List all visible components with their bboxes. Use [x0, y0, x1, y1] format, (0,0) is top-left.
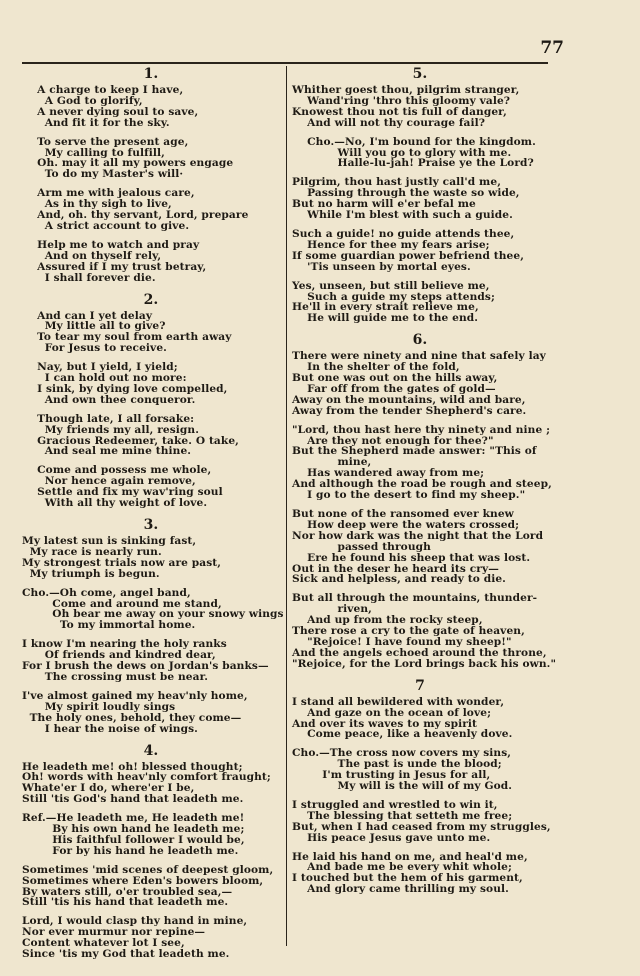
verse-line: "Lord, thou hast here thy ninety and nine ;	[292, 423, 551, 436]
verse-line: My triumph is begun.	[22, 567, 160, 580]
hymn-number: 1.	[143, 66, 159, 82]
stanza	[22, 311, 280, 355]
verse-line: My little all to give?	[22, 320, 166, 333]
verse-line: Since 'tis my God that leadeth me.	[22, 948, 230, 961]
verse-line: But none of the ransomed ever knew	[292, 508, 514, 520]
stanza	[22, 362, 280, 406]
verse-line: And up from the rocky steep,	[292, 614, 483, 627]
verse-line: I sink, by dying love compelled,	[22, 382, 228, 395]
right-column	[292, 64, 557, 903]
verse-line: The holy ones, behold, they come—	[22, 711, 242, 724]
verse-line: His peace Jesus gave unto me.	[292, 831, 491, 844]
verse-line: If some guardian power befriend thee,	[292, 249, 525, 262]
verse-line: My spirit loudly sings	[22, 700, 176, 713]
stanza	[22, 414, 280, 458]
verse-line: Halle-lu-jah! Praise ye the Lord?	[292, 157, 534, 170]
verse-line: My calling to fulfill,	[22, 146, 165, 159]
verse-line: Oh bear me away on your snowy wings	[22, 608, 284, 621]
stanza	[292, 852, 548, 896]
verse-line: Are they not enough for thee?"	[292, 434, 494, 447]
verse-line: Out in the deser he heard its cry—	[292, 562, 499, 575]
verse-line: My latest sun is sinking fast,	[22, 535, 197, 547]
stanza	[22, 465, 280, 509]
verse-line: "Rejoice, for the Lord brings back his own."	[292, 657, 557, 670]
verse-line: He laid his hand on me, and heal'd me,	[292, 850, 528, 863]
verse-line: "Rejoice! I have found my sheep!"	[292, 635, 512, 648]
verse-line: Assured if I my trust betray,	[22, 260, 207, 273]
verse-line: I'm trusting in Jesus for all,	[292, 769, 491, 782]
column-divider	[286, 66, 287, 946]
verse-line: There were ninety and nine that safely lay	[292, 350, 546, 363]
verse-line: 'Tis unseen by mortal eyes.	[292, 260, 471, 273]
verse-line: Still 'tis God's hand that leadeth me.	[22, 793, 244, 806]
verse-line: I can hold out no more:	[22, 372, 187, 385]
verse-line: A charge to keep I have,	[22, 84, 184, 96]
verse-line: My friends my all, resign.	[22, 423, 200, 436]
stanza	[22, 536, 280, 580]
verse-line: My will is the will of my God.	[292, 780, 513, 793]
verse-line: And seal me mine thine.	[22, 445, 192, 458]
verse-line: Sometimes 'mid scenes of deepest gloom,	[22, 863, 274, 876]
verse-line: My strongest trials now are past,	[22, 556, 222, 569]
stanza	[292, 697, 548, 741]
verse-line: Gracious Redeemer, take. O take,	[22, 434, 239, 447]
verse-line: riven,	[292, 603, 372, 616]
verse-line: But no harm will e'er befal me	[292, 198, 476, 211]
verse-line: By his own hand he leadeth me;	[22, 823, 245, 836]
verse-line: Ref.—He leadeth me, He leadeth me!	[22, 812, 245, 825]
verse-line: He will guide me to the end.	[292, 312, 479, 325]
verse-line: I go to the desert to find my sheep."	[292, 489, 526, 502]
verse-line: Still 'tis his hand that leadeth me.	[22, 896, 229, 909]
verse-line: With all thy weight of love.	[22, 497, 208, 510]
verse-line: Away from the tender Shepherd's care.	[292, 404, 527, 417]
stanza	[292, 509, 548, 585]
stanza	[22, 691, 280, 735]
verse-line: Passing through the waste so wide,	[292, 187, 520, 200]
verse-line: The past is unde the blood;	[292, 758, 502, 771]
verse-line: To my immortal home.	[22, 619, 196, 632]
stanza	[22, 865, 280, 909]
verse-line: Cho.—No, I'm bound for the kingdom.	[292, 135, 536, 148]
verse-line: And can I yet delay	[22, 309, 153, 322]
verse-line: And the angels echoed around the throne,	[292, 646, 547, 659]
verse-line: Knowest thou not tis full of danger,	[292, 105, 507, 118]
verse-line: I know I'm nearing the holy ranks	[22, 638, 227, 651]
verse-line: I struggled and wrestled to win it,	[292, 798, 498, 811]
verse-line: To do my Master's will·	[22, 168, 184, 181]
verse-line: I've almost gained my heav'nly home,	[22, 689, 248, 702]
verse-line: For by his hand he leadeth me.	[22, 844, 239, 857]
verse-line: Ere he found his sheep that was lost.	[292, 551, 531, 564]
verse-line: And bade me be every whit whole;	[292, 861, 513, 874]
verse-line: And will not thy courage fail?	[292, 116, 486, 129]
stanza	[22, 586, 284, 632]
verse-line: mine,	[292, 456, 372, 469]
verse-line: passed through	[292, 540, 431, 553]
verse-line: Come and around me stand,	[22, 597, 222, 610]
verse-line: His faithful follower I would be,	[22, 833, 245, 846]
stanza	[292, 137, 548, 170]
stanza	[292, 229, 548, 273]
verse-line: For I brush the dews on Jordan's banks—	[22, 660, 269, 673]
verse-line: Of friends and kindred dear,	[22, 649, 216, 662]
verse-line: Nor hence again remove,	[22, 475, 196, 488]
hymn-number: 6.	[412, 332, 428, 349]
stanza	[22, 240, 280, 284]
verse-line: He leadeth me! oh! blessed thought;	[22, 760, 243, 773]
verse-line: Though late, I all forsake:	[22, 412, 195, 425]
hymn-number: 7	[415, 677, 425, 694]
verse-line: The crossing must be near.	[22, 670, 209, 683]
hymn-number: 4.	[143, 742, 159, 759]
stanza	[292, 798, 551, 844]
verse-line: And, oh. thy servant, Lord, prepare	[22, 209, 249, 222]
verse-line: He'll in every strait relieve me,	[292, 301, 479, 314]
verse-line: Sick and helpless, and ready to die.	[292, 573, 506, 586]
stanza	[292, 85, 548, 129]
verse-line: To serve the present age,	[22, 135, 189, 148]
verse-line: Has wandered away from me;	[292, 467, 485, 480]
verse-line: Cho.—Oh come, angel band,	[22, 586, 191, 599]
verse-line: And glory came thrilling my soul.	[292, 883, 509, 896]
stanza	[292, 423, 552, 502]
verse-line: Nor ever murmur nor repine—	[22, 926, 206, 939]
verse-line: A God to glorify,	[22, 94, 143, 107]
verse-line: Far off from the gates of gold—	[292, 382, 496, 395]
verse-line: How deep were the waters crossed;	[292, 518, 520, 531]
verse-line: For Jesus to receive.	[22, 342, 167, 355]
verse-line: A never dying soul to save,	[22, 105, 199, 118]
verse-line: And on thyself rely,	[22, 249, 162, 262]
verse-line: Come peace, like a heavenly dove.	[292, 728, 513, 741]
hymn-number: 3.	[143, 517, 159, 533]
stanza	[22, 188, 280, 232]
verse-line: Help me to watch and pray	[22, 238, 200, 251]
verse-line: Will you go to glory with me.	[292, 146, 512, 159]
verse-line: As in thy sigh to live,	[22, 198, 172, 211]
verse-line: I stand all bewildered with wonder,	[292, 695, 505, 708]
page-number: 77	[540, 38, 564, 58]
verse-line: The blessing that setteth me free;	[292, 809, 513, 822]
verse-line: But, when I had ceased from my struggles,	[292, 820, 551, 833]
verse-line: Nay, but I yield, I yield;	[22, 361, 178, 374]
verse-line: I touched but the hem of his garment,	[292, 872, 523, 885]
hymn-number: 5.	[412, 66, 428, 82]
verse-line: Hence for thee my fears arise;	[292, 238, 490, 251]
verse-line: Nor how dark was the night that the Lord	[292, 529, 544, 542]
verse-line: Whither goest thou, pilgrim stranger,	[292, 84, 520, 96]
verse-line: Whate'er I do, where'er I be,	[22, 782, 195, 795]
verse-line: Settle and fix my wav'ring soul	[22, 486, 223, 499]
stanza	[292, 592, 557, 670]
stanza	[22, 916, 280, 960]
stanza	[22, 85, 280, 129]
verse-line: A strict account to give.	[22, 219, 190, 232]
stanza	[292, 748, 548, 792]
verse-line: And over its waves to my spirit	[292, 717, 478, 730]
verse-line: Wand'ring 'thro this gloomy vale?	[292, 94, 511, 107]
verse-line: I hear the noise of wings.	[22, 722, 198, 735]
verse-line: Such a guide my steps attends;	[292, 290, 495, 303]
verse-line: Oh. may it all my powers engage	[22, 157, 234, 170]
verse-line: While I'm blest with such a guide.	[292, 209, 513, 222]
verse-line: And own thee conqueror.	[22, 393, 196, 406]
verse-line: But the Shepherd made answer: "This of	[292, 445, 537, 458]
verse-line: Away on the mountains, wild and bare,	[292, 393, 526, 406]
verse-line: But all through the mountains, thunder-	[292, 592, 538, 605]
stanza	[292, 281, 548, 325]
stanza	[22, 639, 280, 683]
verse-line: By waters still, o'er troubled sea,—	[22, 885, 233, 898]
stanza	[292, 351, 548, 416]
verse-line: To tear my soul from earth away	[22, 331, 232, 344]
verse-line: Come and possess me whole,	[22, 464, 212, 477]
verse-line: Lord, I would clasp thy hand in mine,	[22, 915, 248, 928]
verse-line: There rose a cry to the gate of heaven,	[292, 625, 525, 638]
verse-line: Oh! words with heav'nly comfort fraught;	[22, 771, 271, 784]
verse-line: In the shelter of the fold,	[292, 361, 460, 374]
stanza	[22, 762, 280, 806]
verse-line: Yes, unseen, but still believe me,	[292, 279, 490, 292]
verse-line: My race is nearly run.	[22, 545, 162, 558]
verse-line: Arm me with jealous care,	[22, 187, 195, 200]
verse-line: I shall forever die.	[22, 271, 156, 284]
verse-line: Pilgrim, thou hast justly call'd me,	[292, 176, 501, 189]
verse-line: Such a guide! no guide attends thee,	[292, 227, 515, 240]
hymn-number: 2.	[143, 291, 159, 308]
verse-line: And gaze on the ocean of love;	[292, 706, 492, 719]
verse-line: And although the road be rough and steep,	[292, 478, 552, 491]
verse-line: Sometimes where Eden's bowers bloom,	[22, 874, 264, 887]
verse-line: But one was out on the hills away,	[292, 372, 498, 385]
verse-line: And fit it for the sky.	[22, 116, 170, 129]
verse-line: Content whatever lot I see,	[22, 937, 185, 950]
stanza	[292, 177, 548, 221]
left-column	[22, 64, 284, 968]
verse-line: Cho.—The cross now covers my sins,	[292, 747, 512, 760]
stanza	[22, 813, 280, 857]
stanza	[22, 137, 280, 181]
